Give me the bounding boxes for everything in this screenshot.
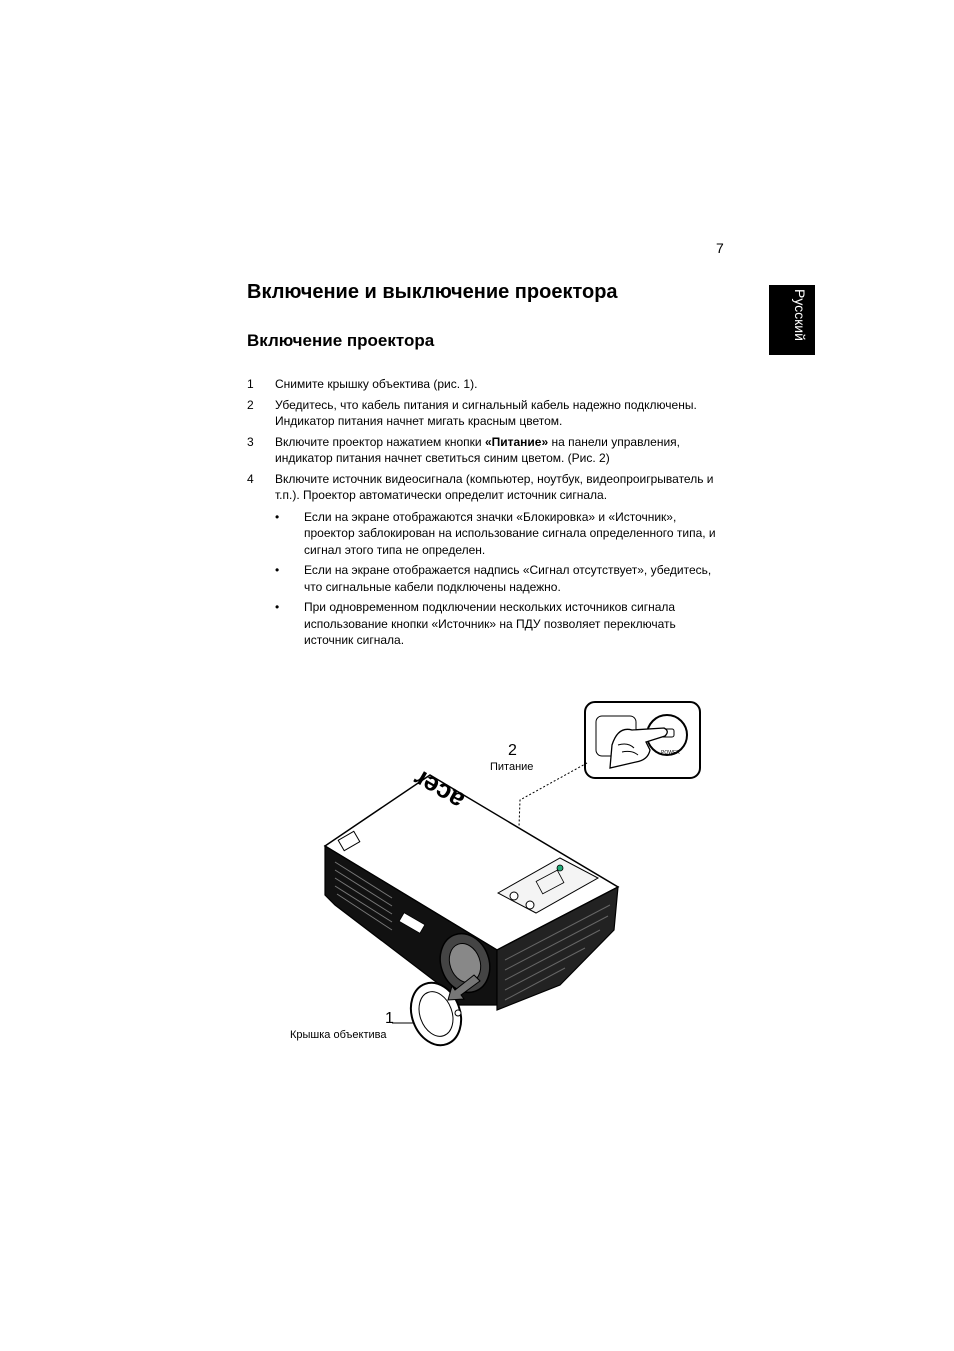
bullet-text: Если на экране отображается надпись «Сигнал отсутствует», убедитесь, что сигнальные кабели подключены надежно. <box>304 563 712 594</box>
page-title: Включение и выключение проектора <box>247 281 618 303</box>
step-text-part: на панели управления, индикатор питания начнет светиться синим цветом. (Рис. 2) <box>275 434 681 465</box>
power-button-inset <box>585 702 700 778</box>
bullet-text: Если на экране отображаются значки «Блокировка» и «Источник», проектор заблокирован на использование сигнала определенного типа, и сигнал этого типа не определен. <box>304 509 716 557</box>
step-number: 4 <box>247 471 254 486</box>
callout-2-number: 2 <box>508 742 517 759</box>
step-number: 1 <box>247 377 254 391</box>
step-text: Снимите крышку объектива (рис. 1). <box>275 377 478 391</box>
projector-body <box>325 764 618 1010</box>
bullet-symbol: • <box>275 509 280 524</box>
section-title: Включение проектора <box>247 331 435 350</box>
step-text: Включите источник видеосигнала (компьютер, ноутбук, видеопроигрыватель и т.п.). Проектор автоматически определит источник сигнала. <box>275 471 714 502</box>
step-number: 2 <box>247 397 254 412</box>
callout-1-label: Крышка объектива <box>290 1029 387 1041</box>
callout-2-label: Питание <box>490 761 534 773</box>
bullet-text: При одновременном подключении нескольких источников сигнала использование кнопки «Источник» на ПДУ позволяет переключать источник сигнала. <box>304 600 676 647</box>
step-number: 3 <box>247 434 254 449</box>
step-text: Убедитесь, что кабель питания и сигнальный кабель надежно подключены. Индикатор питания начнет мигать красным цветом. <box>275 397 697 428</box>
power-button-text: POWER <box>661 750 680 756</box>
callout-1-number: 1 <box>385 1010 394 1027</box>
bullet-symbol: • <box>275 600 280 614</box>
language-tab-label: Русский <box>792 289 808 341</box>
page-number: 7 <box>716 240 724 256</box>
brand-logo: acer <box>407 763 470 817</box>
power-button-name: «Питание» <box>484 434 549 449</box>
step-text-part: Включите проектор нажатием кнопки <box>275 434 485 449</box>
bullet-symbol: • <box>275 563 280 577</box>
